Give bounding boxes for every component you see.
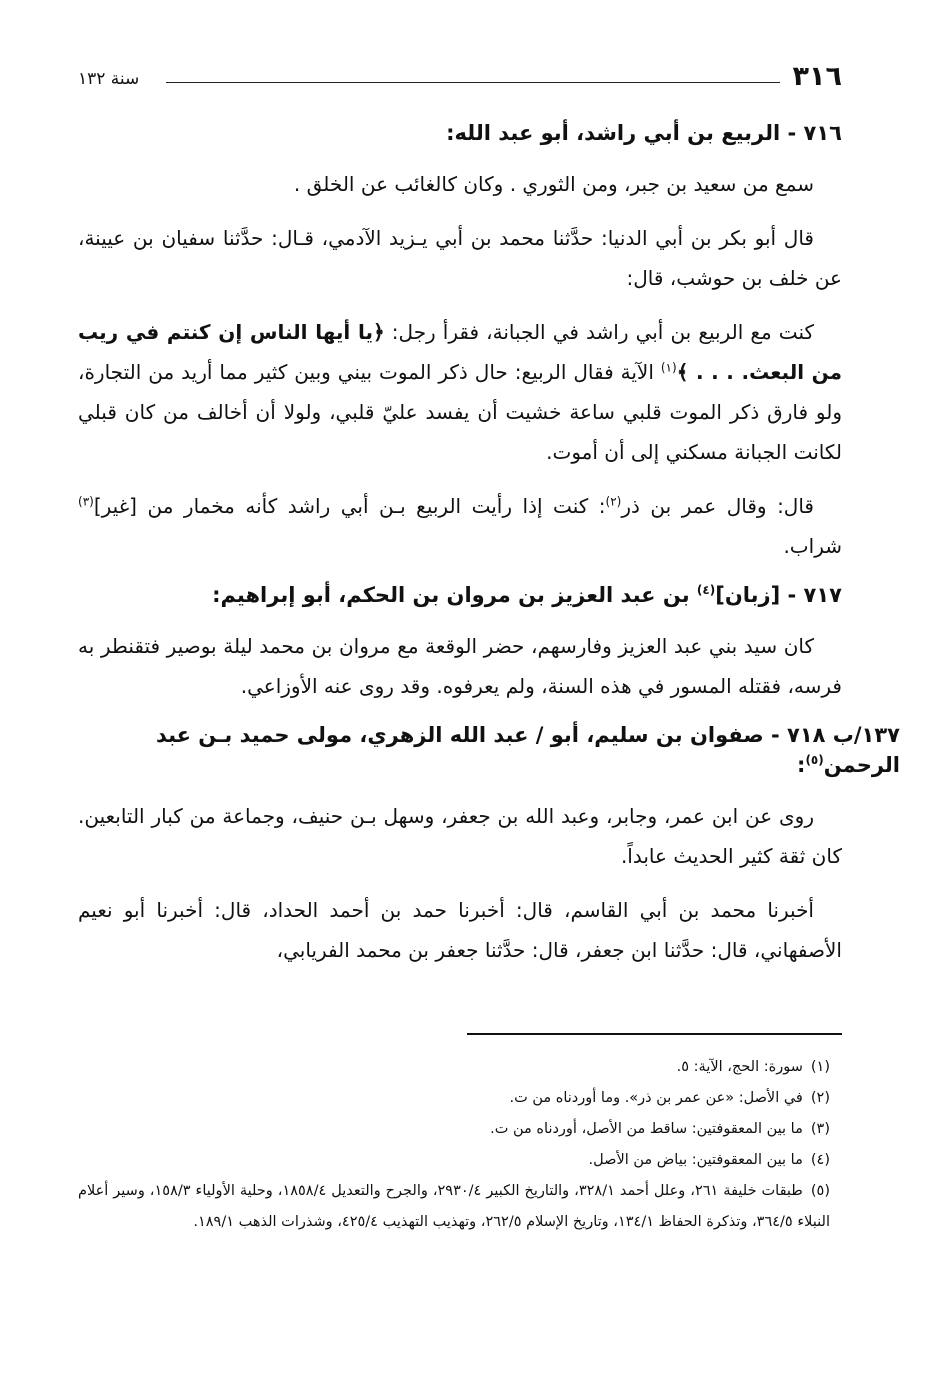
- footnotes: [78, 1052, 830, 1238]
- entry-716-p4-end: شراب.: [783, 534, 842, 558]
- footnote-2: [78, 1083, 830, 1114]
- page-number: ٣١٦: [792, 61, 842, 92]
- footnote-text: سورة: الحج، الآية: ٥.: [676, 1059, 803, 1075]
- entry-716-p3-rest: الآية فقال الربيع: حال ذكر الموت بيني وبين كثير مما أريد من التجارة، ولو فارق ذكر الموت قلبي ساعة خشيت أن يفسد عليّ قلبي، ولولا أن أخالف من كان قبلي لكانت الجبانة مسكني إلى أن أموت.: [78, 360, 842, 464]
- footnote-ref-4: (٤): [696, 583, 716, 597]
- entry-716-paragraph-3: [78, 312, 842, 472]
- footnote-ref-1: (١): [660, 360, 677, 375]
- footnote-number: (٣): [810, 1121, 830, 1137]
- running-head: سنة ١٣٢: [78, 69, 140, 89]
- footnote-text: ما بين المعقوفتين: ساقط من الأصل، أوردناه من ت.: [490, 1121, 803, 1137]
- entry-717-heading-rest: بن عبد العزيز بن مروان بن الحكم، أبو إبراهيم:: [212, 583, 697, 607]
- entry-716-heading: ٧١٦ - الربيع بن أبي راشد، أبو عبد الله:: [446, 121, 842, 145]
- entry-718-heading-rest: :: [797, 753, 806, 777]
- footnote-1: [78, 1052, 830, 1083]
- entry-716-p4-mid: : كنت إذا رأيت الربيع بـن أبي راشد كأنه مخمار من [غير]: [93, 494, 606, 518]
- footnote-4: [78, 1145, 830, 1176]
- footnote-number: (٢): [810, 1090, 830, 1106]
- footnote-number: (٤): [810, 1152, 830, 1168]
- footnote-5: [78, 1176, 830, 1238]
- entry-718-heading: [78, 720, 900, 780]
- entry-716-paragraph-4: [78, 486, 842, 566]
- entry-716-p3-lead: كنت مع الربيع بن أبي راشد في الجبانة، فقرأ رجل:: [384, 320, 814, 344]
- footnote-text: في الأصل: «عن عمر بن ذر». وما أوردناه من ت.: [509, 1090, 803, 1106]
- footnote-separator: [467, 1033, 842, 1035]
- header-rule: [166, 82, 780, 83]
- entry-718-heading-lead: ١٣٧/ب ٧١٨ - صفوان بن سليم، أبو / عبد الله الزهري، مولى حميد بـن عبد الرحمن: [155, 723, 900, 777]
- entry-716-paragraph-2: قال أبو بكر بن أبي الدنيا: حدَّثنا محمد بن أبي يـزيد الآدمي، قـال: حدَّثنا سفيان بن عيينة، عن خلف بن حوشب، قال:: [78, 226, 842, 290]
- footnote-number: (١): [810, 1059, 830, 1075]
- quran-verse: ﴿يا أيها الناس إن كنتم في ريب من البعث. . . . ﴾: [78, 320, 843, 384]
- entry-717-heading: [78, 580, 842, 610]
- footnote-ref-2: (٢): [605, 494, 622, 509]
- entry-717-heading-lead: ٧١٧ - [زبان]: [715, 583, 842, 607]
- entry-718-paragraph-1: روى عن ابن عمر، وجابر، وعبد الله بن جعفر، وسهل بـن حنيف، وجماعة من كبار التابعين. كان ثقة كثير الحديث عابداً.: [78, 804, 842, 868]
- footnote-3: [78, 1114, 830, 1145]
- main-text: [78, 118, 900, 984]
- footnote-text: طبقات خليفة ٢٦١، وعلل أحمد ٣٢٨/١، والتاريخ الكبير ٢٩٣٠/٤، والجرح والتعديل ١٨٥٨/٤، وحلية الأولياء ١٥٨/٣، وسير أعلام النبلاء ٣٦٤/٥، وتذكرة الحفاظ ١٣٤/١، وتاريخ الإسلام ٢٦٢/٥، وتهذيب التهذيب ٤٢٥/٤، وشذرات الذهب ١٨٩/١.: [78, 1183, 830, 1230]
- entry-716-paragraph-1: سمع من سعيد بن جبر، ومن الثوري . وكان كالغائب عن الخلق .: [293, 172, 814, 196]
- entry-718-paragraph-2: أخبرنا محمد بن أبي القاسم، قال: أخبرنا حمد بن أحمد الحداد، قال: أخبرنا أبو نعيم الأصفهاني، قال: حدَّثنا ابن جعفر، قال: حدَّثنا جعفر بن محمد الفريابي،: [78, 898, 842, 962]
- footnote-number: (٥): [810, 1183, 830, 1199]
- footnote-ref-3: (٣): [78, 494, 94, 509]
- entry-717-paragraph-1: كان سيد بني عبد العزيز وفارسهم، حضر الوقعة مع مروان بن محمد ليلة بوصير فتقنطر به فرسه، فقتله المسور في هذه السنة، ولم يعرفوه. وقد روى عنه الأوزاعي.: [78, 634, 842, 698]
- page-header: [78, 60, 842, 100]
- footnote-ref-5: (٥): [805, 753, 824, 767]
- footnote-text: ما بين المعقوفتين: بياض من الأصل.: [588, 1152, 803, 1168]
- entry-716-p4-lead: قال: وقال عمر بن ذر: [621, 494, 814, 518]
